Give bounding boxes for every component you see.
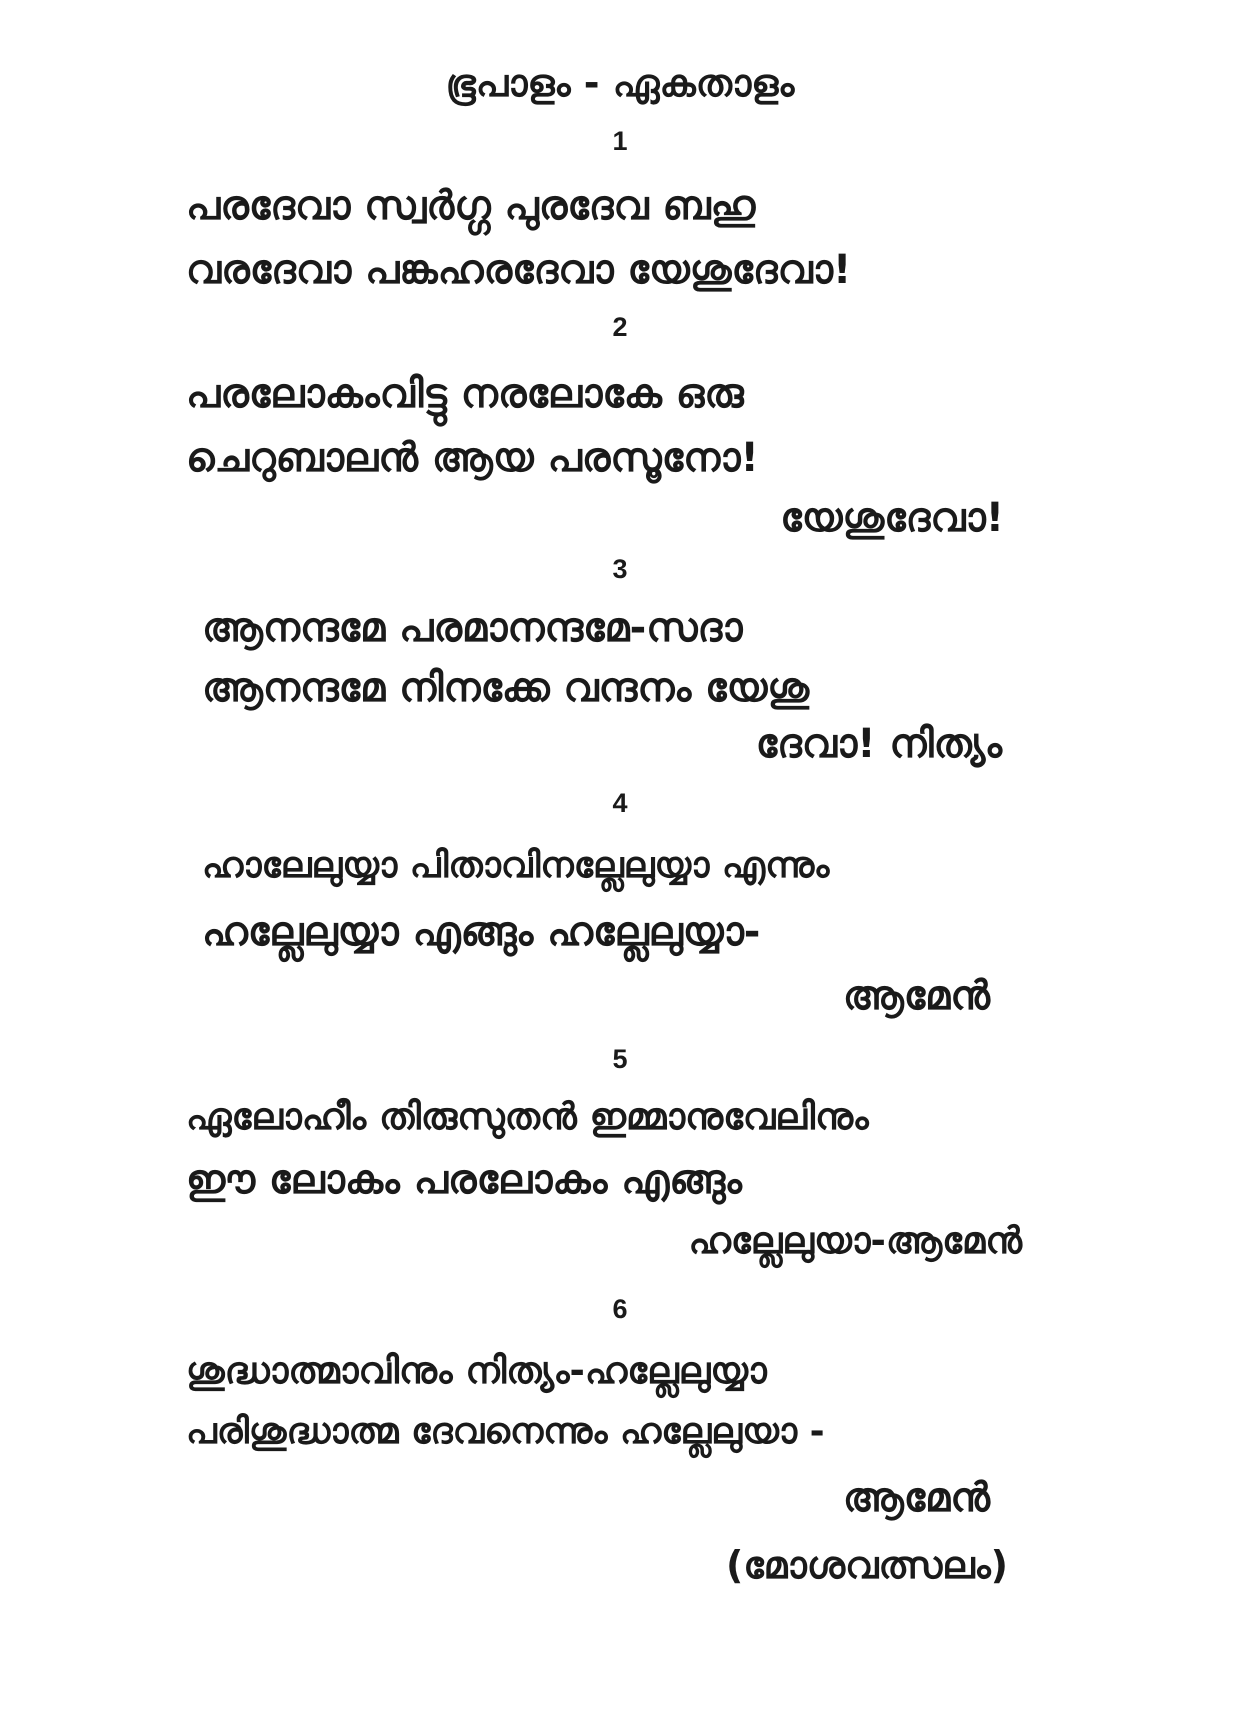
tune-attribution: (മോശവത്സലം) [725,1543,1008,1587]
verse-line: ഹല്ലേലുയ്യാ എങ്ങും ഹല്ലേലുയ്യാ- [202,909,761,955]
verse-line: ആമേൻ [842,973,990,1019]
verse-line: ഏലോഹീം തിരുസുതൻ ഇമ്മാനുവേലിനും [186,1095,869,1138]
stanza-number: 4 [612,788,628,818]
verse-line: ഹാലേലുയ്യാ പിതാവിനല്ലേലുയ്യാ എന്നും [202,845,830,886]
verse-line: പരിശുദ്ധാത്മ ദേവനെന്നും ഹല്ലേലുയാ - [186,1411,825,1452]
verse-line: ആനന്ദമേ പരമാനന്ദമേ-സദാ [202,605,743,651]
verse-line: ഹല്ലേലുയാ-ആമേൻ [688,1219,1022,1262]
verse-line: പരലോകംവിട്ടു നരലോകേ ഒരു [186,371,744,417]
stanza-number: 3 [612,554,628,584]
verse-line: ആനന്ദമേ നിനക്കേ വന്ദനം യേശു [202,665,810,711]
stanza-number: 2 [612,312,628,342]
stanza-number: 6 [612,1294,628,1324]
stanza-number: 1 [612,126,628,156]
verse-line: വരദേവാ പങ്കഹരദേവാ യേശുദേവാ! [186,247,852,293]
verse-line: ശുദ്ധാത്മാവിനും നിത്യം-ഹല്ലേലുയ്യാ [186,1349,767,1392]
hymn-title: ഭൂപാളം - ഏകതാളം [445,61,795,105]
verse-line: ചെറുബാലൻ ആയ പരസൂനോ! [186,435,759,481]
verse-line: ഈ ലോകം പരലോകം എങ്ങും [186,1157,742,1203]
verse-line: യേശുദേവാ! [780,495,1004,541]
stanza-number: 5 [612,1044,628,1074]
verse-line: പരദേവാ സ്വർഗ്ഗ പുരദേവ ബഹു [186,183,756,229]
verse-line: ദേവാ! നിത്യം [755,721,1002,767]
verse-line: ആമേൻ [842,1475,990,1521]
